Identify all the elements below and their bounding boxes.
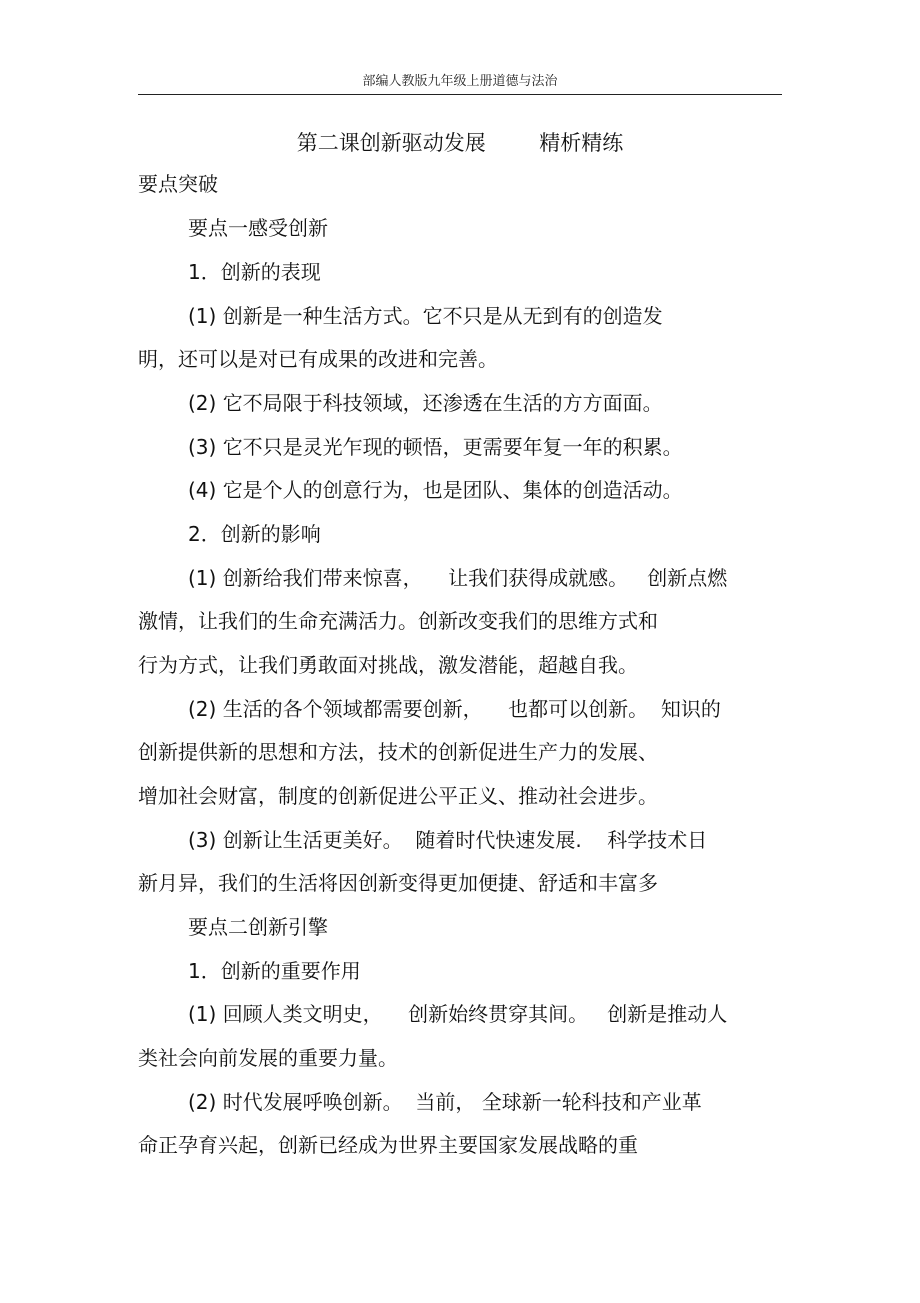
paragraph-line: (2) 它不局限于科技领域，还渗透在生活的方方面面。 bbox=[188, 391, 663, 415]
paragraph-line: 类社会向前发展的重要力量。 bbox=[138, 1046, 398, 1070]
header-divider bbox=[138, 94, 782, 95]
paragraph-line: 增加社会财富，制度的创新促进公平正义、推动社会进步。 bbox=[138, 784, 658, 808]
lesson-title: 第二课创新驱动发展 精析精练 bbox=[296, 131, 624, 155]
section-heading: 要点突破 bbox=[138, 172, 218, 196]
running-header: 部编人教版九年级上册道德与法治 bbox=[362, 74, 558, 89]
paragraph-line: (4) 它是个人的创意行为，也是团队、集体的创造活动。 bbox=[188, 478, 683, 502]
paragraph-line: 新月异，我们的生活将因创新变得更加便捷、舒适和丰富多 bbox=[138, 871, 658, 895]
paragraph-line: (3) 创新让生活更美好。 随着时代快速发展. 科学技术日 bbox=[188, 828, 708, 852]
numbered-heading: 1．创新的表现 bbox=[188, 260, 321, 284]
paragraph-line: (3) 它不只是灵光乍现的顿悟，更需要年复一年的积累。 bbox=[188, 435, 683, 459]
paragraph-line: 明，还可以是对已有成果的改进和完善。 bbox=[138, 347, 498, 371]
paragraph-line: 行为方式，让我们勇敢面对挑战，激发潜能，超越自我。 bbox=[138, 653, 638, 677]
subsection-heading: 要点二创新引擎 bbox=[188, 915, 328, 939]
paragraph-line: (1) 创新是一种生活方式。它不只是从无到有的创造发 bbox=[188, 304, 663, 328]
paragraph-line: 命正孕育兴起，创新已经成为世界主要国家发展战略的重 bbox=[138, 1133, 638, 1157]
paragraph-line: (2) 时代发展呼唤创新。 当前， 全球新一轮科技和产业革 bbox=[188, 1090, 702, 1114]
numbered-heading: 2．创新的影响 bbox=[188, 522, 321, 546]
paragraph-line: (1) 创新给我们带来惊喜， 让我们获得成就感。 创新点燃 bbox=[188, 566, 728, 590]
numbered-heading: 1．创新的重要作用 bbox=[188, 959, 361, 983]
subsection-heading: 要点一感受创新 bbox=[188, 216, 328, 240]
paragraph-line: 创新提供新的思想和方法，技术的创新促进生产力的发展、 bbox=[138, 740, 658, 764]
paragraph-line: (2) 生活的各个领域都需要创新， 也都可以创新。 知识的 bbox=[188, 697, 721, 721]
paragraph-line: (1) 回顾人类文明史， 创新始终贯穿其间。 创新是推动人 bbox=[188, 1002, 728, 1026]
paragraph-line: 激情，让我们的生命充满活力。创新改变我们的思维方式和 bbox=[138, 609, 658, 633]
